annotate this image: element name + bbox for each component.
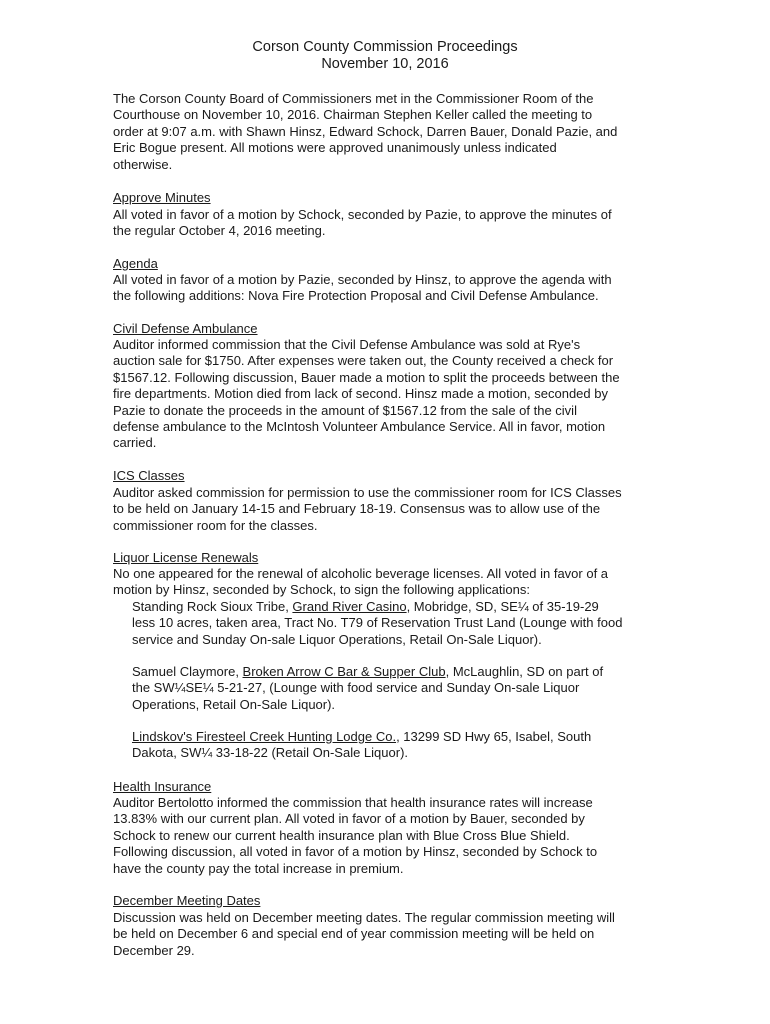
agenda-paragraph bbox=[113, 272, 673, 305]
section-heading-approve-minutes: Approve Minutes bbox=[113, 190, 211, 205]
section-heading-ics-classes: ICS Classes bbox=[113, 468, 185, 483]
liquor-paragraph bbox=[113, 566, 673, 599]
text-line: Auditor Bertolotto informed the commission that health insurance rates will increase bbox=[113, 795, 593, 810]
text-line: Auditor asked commission for permission to use the commissioner room for ICS Classes bbox=[113, 485, 622, 500]
text-line bbox=[132, 729, 672, 745]
text-line: Operations, Retail On-Sale Liquor). bbox=[132, 696, 336, 712]
text-line: fire departments. Motion died from lack of second. Hinsz made a motion, seconded by bbox=[113, 386, 608, 402]
text-line: be held on December 6 and special end of year commission meeting will be held on bbox=[113, 926, 595, 942]
text-line: auction sale for $1750. After expenses were taken out, the County received a check for bbox=[113, 353, 614, 369]
minutes-paragraph bbox=[113, 207, 673, 240]
section-heading-health-insurance: Health Insurance bbox=[113, 779, 212, 794]
health-paragraph bbox=[113, 795, 673, 877]
liquor-application-lindskov bbox=[132, 729, 672, 762]
text-line: All voted in favor of a motion by Pazie, seconded by Hinsz, to approve the agenda with bbox=[113, 272, 612, 287]
applicant-text: , McLaughlin, SD on part of bbox=[445, 664, 604, 679]
section-heading-december-meeting-dates: December Meeting Dates bbox=[113, 893, 261, 908]
text-line: have the county pay the total increase in premium. bbox=[113, 860, 404, 876]
document-title: Corson County Commission Proceedings bbox=[252, 39, 518, 55]
text-line: No one appeared for the renewal of alcoholic beverage licenses. All voted in favor of a bbox=[113, 566, 609, 581]
text-line: 13.83% with our current plan. All voted in favor of a motion by Bauer, seconded by bbox=[113, 811, 585, 827]
text-line: commissioner room for the classes. bbox=[113, 517, 318, 533]
text-line: December 29. bbox=[113, 942, 195, 958]
text-line: to be held on January 14-15 and February 18-19. Consensus was to allow use of the bbox=[113, 501, 601, 517]
text-line: order at 9:07 a.m. with Shawn Hinsz, Edward Schock, Darren Bauer, Donald Pazie, and bbox=[113, 123, 618, 139]
text-line: Eric Bogue present. All motions were approved unanimously unless indicated bbox=[113, 140, 557, 156]
text-line: All voted in favor of a motion by Schock, seconded by Pazie, to approve the minutes of bbox=[113, 207, 612, 222]
applicant-text: , Mobridge, SD, SE¼ of 35-19-29 bbox=[406, 599, 599, 614]
text-line: Courthouse on November 10, 2016. Chairman Stephen Keller called the meeting to bbox=[113, 107, 593, 123]
december-paragraph bbox=[113, 910, 673, 959]
text-line: Following discussion, all voted in favor of a motion by Hinsz, seconded by Schock to bbox=[113, 844, 598, 860]
document-date: November 10, 2016 bbox=[321, 56, 449, 72]
text-line: defense ambulance to the McIntosh Volunteer Ambulance Service. All in favor, motion bbox=[113, 419, 606, 435]
business-name: Lindskov's Firesteel Creek Hunting Lodge Co. bbox=[132, 729, 397, 744]
text-line: the following additions: Nova Fire Protection Proposal and Civil Defense Ambulance. bbox=[113, 288, 599, 304]
intro-paragraph bbox=[113, 91, 673, 173]
section-heading-civil-defense-ambulance: Civil Defense Ambulance bbox=[113, 321, 258, 336]
liquor-application-broken-arrow bbox=[132, 664, 672, 713]
text-line: carried. bbox=[113, 435, 157, 451]
applicant-text: Standing Rock Sioux Tribe, bbox=[132, 599, 293, 614]
business-name: Broken Arrow C Bar & Supper Club bbox=[242, 664, 446, 679]
section-heading-agenda: Agenda bbox=[113, 256, 158, 271]
ambulance-paragraph bbox=[113, 337, 673, 452]
text-line: the regular October 4, 2016 meeting. bbox=[113, 223, 326, 239]
text-line: less 10 acres, taken area, Tract No. T79 of Reservation Trust Land (Lounge with food bbox=[132, 615, 623, 631]
text-line bbox=[132, 599, 672, 615]
ics-paragraph bbox=[113, 485, 673, 534]
text-line: service and Sunday On-sale Liquor Operations, Retail On-Sale Liquor). bbox=[132, 631, 542, 647]
text-line: $1567.12. Following discussion, Bauer made a motion to split the proceeds between the bbox=[113, 369, 620, 385]
applicant-text: , 13299 SD Hwy 65, Isabel, South bbox=[396, 729, 592, 744]
text-line: The Corson County Board of Commissioners met in the Commissioner Room of the bbox=[113, 91, 594, 106]
text-line: Discussion was held on December meeting dates. The regular commission meeting will bbox=[113, 910, 615, 925]
applicant-text: Samuel Claymore, bbox=[132, 664, 243, 679]
text-line: Pazie to donate the proceeds in the amount of $1567.12 from the sale of the civil bbox=[113, 402, 577, 418]
text-line: Dakota, SW¼ 33-18-22 (Retail On-Sale Liquor). bbox=[132, 745, 409, 761]
text-line: otherwise. bbox=[113, 156, 173, 172]
text-line: Schock to renew our current health insurance plan with Blue Cross Blue Shield. bbox=[113, 827, 570, 843]
liquor-application-grand-river-casino bbox=[132, 599, 672, 648]
section-heading-liquor-license-renewals: Liquor License Renewals bbox=[113, 550, 259, 565]
text-line: motion by Hinsz, seconded by Schock, to sign the following applications: bbox=[113, 582, 530, 598]
text-line: the SW¼SE¼ 5-21-27, (Lounge with food service and Sunday On-sale Liquor bbox=[132, 680, 580, 696]
business-name: Grand River Casino bbox=[292, 599, 407, 614]
text-line bbox=[132, 664, 672, 680]
text-line: Auditor informed commission that the Civil Defense Ambulance was sold at Rye's bbox=[113, 337, 581, 352]
